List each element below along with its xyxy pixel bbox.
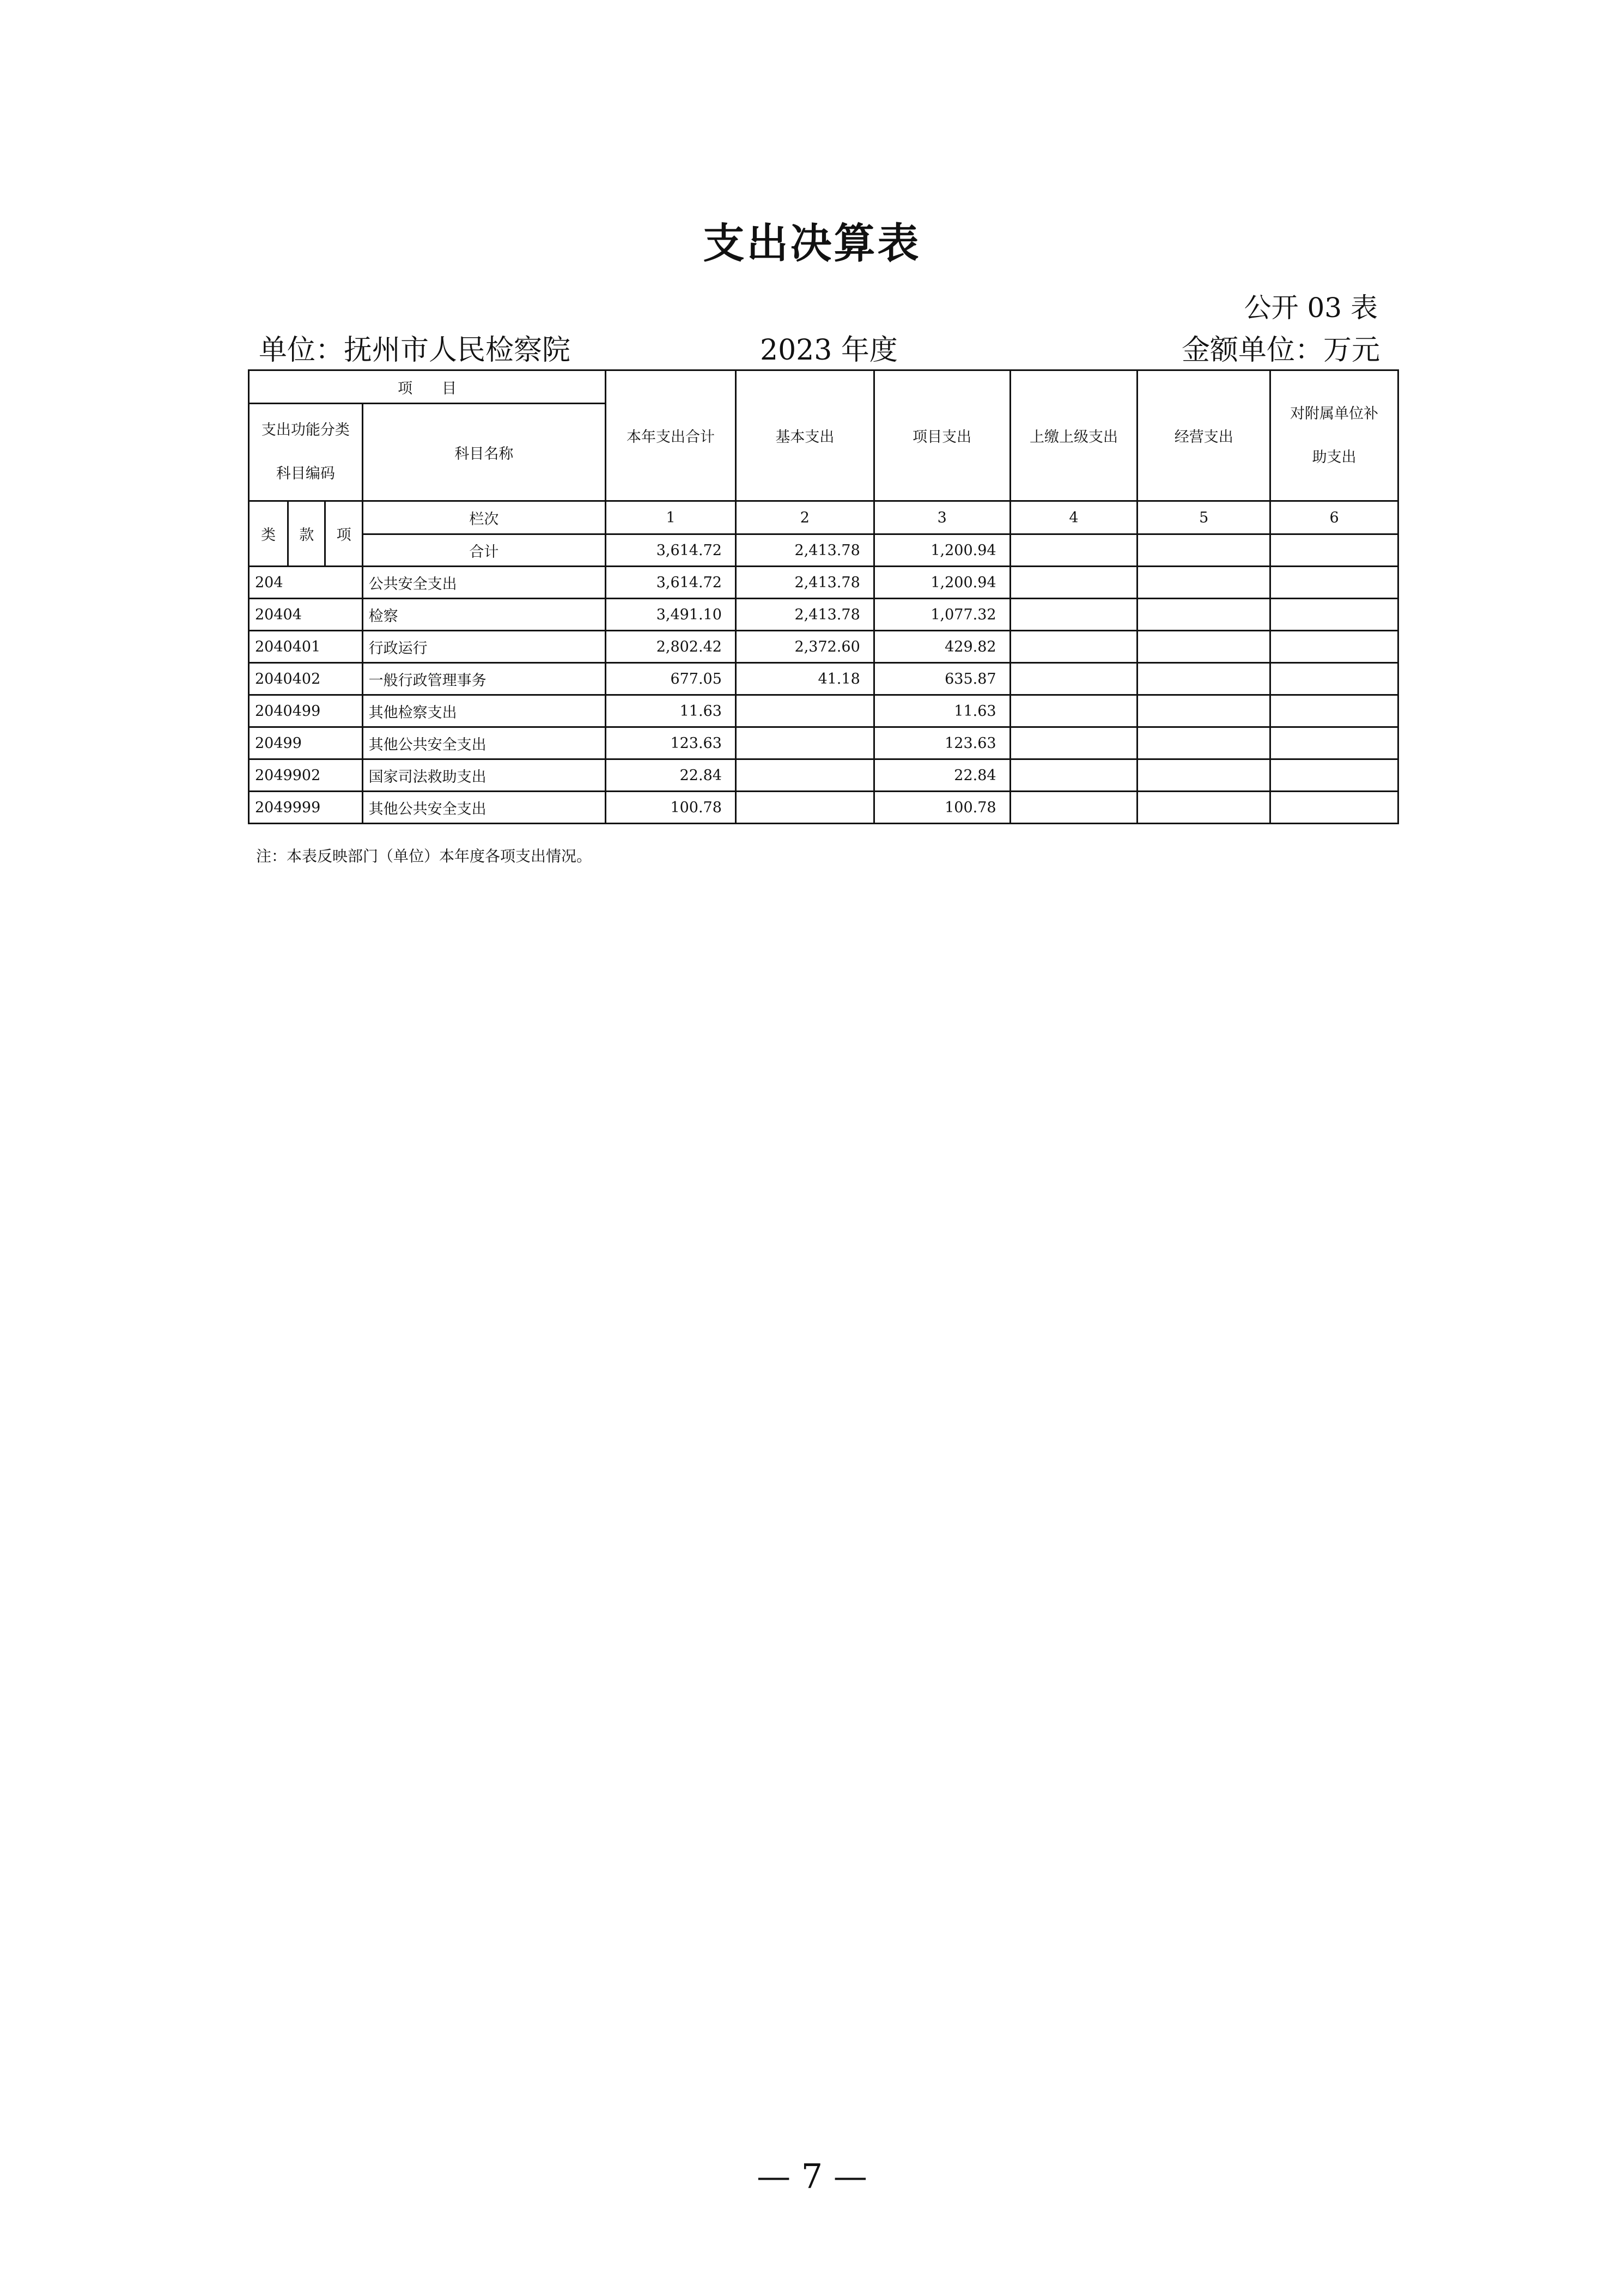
header-col-3: 项目支出 [874, 370, 1010, 501]
header-subject-name: 科目名称 [362, 404, 605, 501]
row-code: 2040401 [249, 631, 363, 663]
row-value-4 [1010, 567, 1138, 599]
total-value-6 [1270, 534, 1398, 567]
unit-label: 单位：抚州市人民检察院 [259, 334, 571, 367]
row-value-2: 2,413.78 [735, 567, 874, 599]
row-value-5 [1138, 695, 1270, 727]
row-code: 2040402 [249, 663, 363, 695]
row-value-5 [1138, 727, 1270, 759]
row-value-4 [1010, 759, 1138, 792]
table-row [249, 695, 1398, 727]
header-item: 项 目 [249, 370, 606, 404]
row-value-6 [1270, 631, 1398, 663]
col-number-6: 6 [1270, 501, 1398, 534]
table-row [249, 727, 1398, 759]
header-col-4: 上缴上级支出 [1010, 370, 1138, 501]
header-func-class-line2: 科目编码 [276, 465, 335, 482]
header-col-6-line1: 对附属单位补 [1290, 405, 1379, 422]
row-value-1: 677.05 [606, 663, 736, 695]
row-value-4 [1010, 663, 1138, 695]
col-number-1: 1 [606, 501, 736, 534]
row-value-1: 3,491.10 [606, 599, 736, 631]
table-row [249, 663, 1398, 695]
row-code: 204 [249, 567, 363, 599]
header-xiang: 项 [325, 501, 362, 567]
row-value-6 [1270, 695, 1398, 727]
row-value-6 [1270, 792, 1398, 824]
row-subject-name: 其他公共安全支出 [362, 727, 605, 759]
row-value-6 [1270, 567, 1398, 599]
row-value-2: 2,372.60 [735, 631, 874, 663]
table-body [249, 567, 1398, 824]
row-value-1: 22.84 [606, 759, 736, 792]
row-value-2 [735, 792, 874, 824]
row-value-1: 100.78 [606, 792, 736, 824]
total-value-3: 1,200.94 [874, 534, 1010, 567]
row-code: 2049999 [249, 792, 363, 824]
row-code: 20404 [249, 599, 363, 631]
total-value-1: 3,614.72 [606, 534, 736, 567]
col-number-3: 3 [874, 501, 1010, 534]
row-value-4 [1010, 631, 1138, 663]
row-value-4 [1010, 727, 1138, 759]
table-row [249, 567, 1398, 599]
row-value-5 [1138, 759, 1270, 792]
row-subject-name: 国家司法救助支出 [362, 759, 605, 792]
row-value-3: 1,200.94 [874, 567, 1010, 599]
header-lei: 类 [249, 501, 288, 567]
row-value-5 [1138, 567, 1270, 599]
row-value-1: 123.63 [606, 727, 736, 759]
total-label: 合计 [362, 534, 605, 567]
row-code: 20499 [249, 727, 363, 759]
header-func-class-line1: 支出功能分类 [261, 422, 350, 439]
header-col-6 [1270, 370, 1398, 501]
row-subject-name: 一般行政管理事务 [362, 663, 605, 695]
header-func-class [249, 404, 363, 501]
row-value-2: 2,413.78 [735, 599, 874, 631]
year-label: 2023 年度 [760, 334, 898, 367]
row-code: 2040499 [249, 695, 363, 727]
row-subject-name: 行政运行 [362, 631, 605, 663]
row-value-5 [1138, 631, 1270, 663]
total-value-2: 2,413.78 [735, 534, 874, 567]
header-lanci: 栏次 [362, 501, 605, 534]
header-col-2: 基本支出 [735, 370, 874, 501]
row-value-2 [735, 727, 874, 759]
row-value-6 [1270, 759, 1398, 792]
table-row [249, 792, 1398, 824]
row-value-1: 3,614.72 [606, 567, 736, 599]
row-value-6 [1270, 663, 1398, 695]
header-kuan: 款 [288, 501, 325, 567]
page-title: 支出决算表 [703, 219, 921, 267]
row-value-5 [1138, 599, 1270, 631]
header-col-6-line2: 助支出 [1312, 448, 1357, 466]
row-value-4 [1010, 599, 1138, 631]
row-value-3: 11.63 [874, 695, 1010, 727]
row-value-3: 123.63 [874, 727, 1010, 759]
row-value-3: 1,077.32 [874, 599, 1010, 631]
money-unit-label: 金额单位：万元 [1181, 334, 1380, 367]
row-value-3: 100.78 [874, 792, 1010, 824]
row-value-4 [1010, 695, 1138, 727]
row-subject-name: 其他检察支出 [362, 695, 605, 727]
row-subject-name: 其他公共安全支出 [362, 792, 605, 824]
row-value-5 [1138, 792, 1270, 824]
row-value-2: 41.18 [735, 663, 874, 695]
row-value-2 [735, 759, 874, 792]
row-value-5 [1138, 663, 1270, 695]
row-value-3: 22.84 [874, 759, 1010, 792]
row-subject-name: 公共安全支出 [362, 567, 605, 599]
row-value-3: 635.87 [874, 663, 1010, 695]
table-row [249, 631, 1398, 663]
row-value-1: 2,802.42 [606, 631, 736, 663]
row-value-6 [1270, 727, 1398, 759]
footnote: 注：本表反映部门（单位）本年度各项支出情况。 [256, 847, 592, 865]
col-number-2: 2 [735, 501, 874, 534]
row-code: 2049902 [249, 759, 363, 792]
col-number-5: 5 [1138, 501, 1270, 534]
total-value-5 [1138, 534, 1270, 567]
row-value-4 [1010, 792, 1138, 824]
table-row [249, 759, 1398, 792]
row-subject-name: 检察 [362, 599, 605, 631]
row-value-2 [735, 695, 874, 727]
header-col-5: 经营支出 [1138, 370, 1270, 501]
header-col-1: 本年支出合计 [606, 370, 736, 501]
row-value-1: 11.63 [606, 695, 736, 727]
table-row [249, 599, 1398, 631]
total-value-4 [1010, 534, 1138, 567]
form-code: 公开 03 表 [1244, 292, 1378, 324]
page-number: — 7 — [757, 2156, 867, 2196]
expenditure-table [248, 369, 1399, 824]
col-number-4: 4 [1010, 501, 1138, 534]
row-value-3: 429.82 [874, 631, 1010, 663]
row-value-6 [1270, 599, 1398, 631]
